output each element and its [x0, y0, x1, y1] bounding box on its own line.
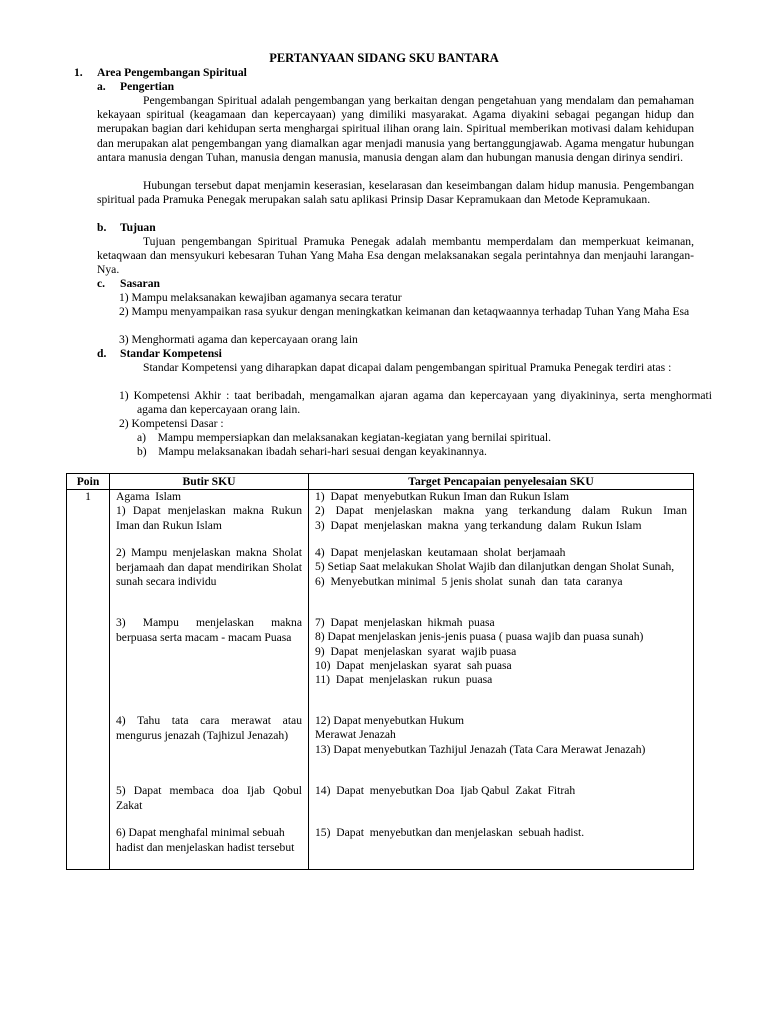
standar-kompetensi-paragraph: Standar Kompetensi yang diharapkan dapat dicapai dalam pengembangan spiritual Pramuka Penegak terdiri atas : — [143, 361, 672, 374]
header-target: Target Pencapaian penyelesaian SKU — [309, 474, 694, 490]
target-item-8: 8) Dapat menjelaskan jenis-jenis puasa ( puasa wajib dan puasa sunah) — [315, 630, 644, 644]
sku-table — [66, 473, 694, 870]
target-item-2: 2) Dapat menjelaskan makna yang terkandung dalam Rukun Iman — [315, 504, 687, 518]
subsection-b-label: b. — [97, 221, 107, 234]
target-item-3: 3) Dapat menjelaskan makna yang terkandung dalam Rukun Islam — [315, 518, 642, 532]
target-item-1: 1) Dapat menyebutkan Rukun Iman dan Rukun Islam — [315, 490, 570, 504]
target-item-11: 11) Dapat menjelaskan rukun puasa — [315, 673, 493, 687]
subsection-a-label: a. — [97, 80, 106, 93]
document-title: PERTANYAAN SIDANG SKU BANTARA — [269, 51, 499, 65]
butir-3: 3) Mampu menjelaskan makna berpuasa serta macam - macam Puasa — [116, 616, 302, 644]
butir-4: 4) Tahu tata cara merawat atau mengurus jenazah (Tajhizul Jenazah) — [116, 714, 302, 742]
target-group-4 — [315, 714, 687, 784]
target-item-13: 13) Dapat menyebutkan Tazhijul Jenazah (Tata Cara Merawat Jenazah) — [315, 742, 646, 756]
header-poin: Poin — [67, 474, 110, 490]
butir-6: 6) Dapat menghafal minimal sebuah hadist dan menjelaskan hadist tersebut — [116, 826, 295, 854]
target-group-2 — [315, 546, 687, 616]
target-group-3 — [315, 616, 687, 714]
target-item-4: 4) Dapat menjelaskan keutamaan sholat berjamaah — [315, 546, 566, 560]
cell-butir — [110, 490, 309, 870]
target-group-6 — [315, 826, 687, 840]
section-number: 1. — [74, 66, 83, 79]
target-group-5 — [315, 784, 687, 826]
target-item-5: 5) Setiap Saat melakukan Sholat Wajib dan dilanjutkan dengan Sholat Sunah, — [315, 560, 675, 574]
butir-2: 2) Mampu menjelaskan makna Sholat berjamaah dan dapat mendirikan Sholat sunah secara individu — [116, 546, 302, 588]
pengertian-paragraph-2: Hubungan tersebut dapat menjamin keserasian, keselarasan dan keseimbangan dalam hidup manusia. Pengembangan spiritual pada Pramuka Penegak merupakan salah satu aplikasi Prinsip Dasar Kepramukaan dan Metode Kepramukaan. — [97, 179, 694, 207]
target-item-6: 6) Menyebutkan minimal 5 jenis sholat sunah dan tata caranya — [315, 574, 623, 588]
target-item-7: 7) Dapat menjelaskan hikmah puasa — [315, 616, 495, 630]
target-item-15: 15) Dapat menyebutkan dan menjelaskan sebuah hadist. — [315, 826, 585, 840]
tujuan-paragraph: Tujuan pengembangan Spiritual Pramuka Penegak adalah membantu memperdalam dan memperkuat keimanan, ketaqwaan dan mensyukuri kebesaran Tuhan Yang Maha Esa dengan melaksanakan segala perintahnya dan menjauhi larangan-Nya. — [97, 235, 694, 277]
table-row — [67, 490, 694, 870]
kompetensi-subitem-b: b) Mampu melaksanakan ibadah sehari-hari sesuai dengan keyakinannya. — [137, 445, 487, 458]
target-item-14: 14) Dapat menyebutkan Doa Ijab Qabul Zakat Fitrah — [315, 784, 576, 798]
subsection-c-label: c. — [97, 277, 106, 290]
butir-heading: Agama Islam — [116, 490, 182, 504]
cell-poin: 1 — [67, 490, 110, 870]
subsection-a-heading: Pengertian — [120, 80, 175, 93]
kompetensi-item-2: 2) Kompetensi Dasar : — [119, 417, 224, 430]
butir-5: 5) Dapat membaca doa Ijab Qobul Zakat — [116, 784, 302, 812]
subsection-d-heading: Standar Kompetensi — [120, 347, 222, 360]
target-item-10: 10) Dapat menjelaskan syarat sah puasa — [315, 658, 512, 672]
butir-1: 1) Dapat menjelaskan makna Rukun Iman dan Rukun Islam — [116, 504, 302, 532]
table-header-row — [67, 474, 694, 490]
target-item-9: 9) Dapat menjelaskan syarat wajib puasa — [315, 644, 517, 658]
kompetensi-item-1: 1) Kompetensi Akhir : taat beribadah, mengamalkan ajaran agama dan kepercayaan yang diyakininya, serta menghormati agama dan kepercayaan orang lain. — [119, 389, 712, 417]
sasaran-item-3: 3) Menghormati agama dan kepercayaan orang lain — [119, 333, 358, 346]
header-butir-sku: Butir SKU — [110, 474, 309, 490]
kompetensi-subitem-a: a) Mampu mempersiapkan dan melaksanakan kegiatan-kegiatan yang bernilai spiritual. — [137, 431, 552, 444]
cell-target — [309, 490, 694, 870]
target-item-12: 12) Dapat menyebutkan Hukum Merawat Jenazah — [315, 714, 465, 742]
section-heading: Area Pengembangan Spiritual — [97, 66, 247, 79]
subsection-b-heading: Tujuan — [120, 221, 156, 234]
subsection-d-label: d. — [97, 347, 107, 360]
sasaran-item-2: 2) Mampu menyampaikan rasa syukur dengan meningkatkan keimanan dan ketaqwaannya terhadap Tuhan Yang Maha Esa — [119, 305, 690, 318]
target-group-1 — [315, 490, 687, 546]
sasaran-item-1: 1) Mampu melaksanakan kewajiban agamanya secara teratur — [119, 291, 402, 304]
pengertian-paragraph-1: Pengembangan Spiritual adalah pengembangan yang berkaitan dengan pengetahuan yang mendalam dan pemahaman kekayaan spiritual (keagamaan dan kepercayaan) yang dimiliki masyarakat. Agama diyakini sebagai pegangan hidup dan merupakan bagian dari kehidupan serta menghargai spiritual ilihan orang lain. Spiritual memberikan motivasi dalam kehidupan dan merupakan alat pengembangan yang diamalkan agar menjadi manusia yang bertanggungjawab. Agama mengatur hubungan antara manusia dengan Tuhan, manusia dengan manusia, manusia dengan alam dan hubungan manusia dengan dirinya sendiri. — [97, 94, 694, 164]
subsection-c-heading: Sasaran — [120, 277, 160, 290]
